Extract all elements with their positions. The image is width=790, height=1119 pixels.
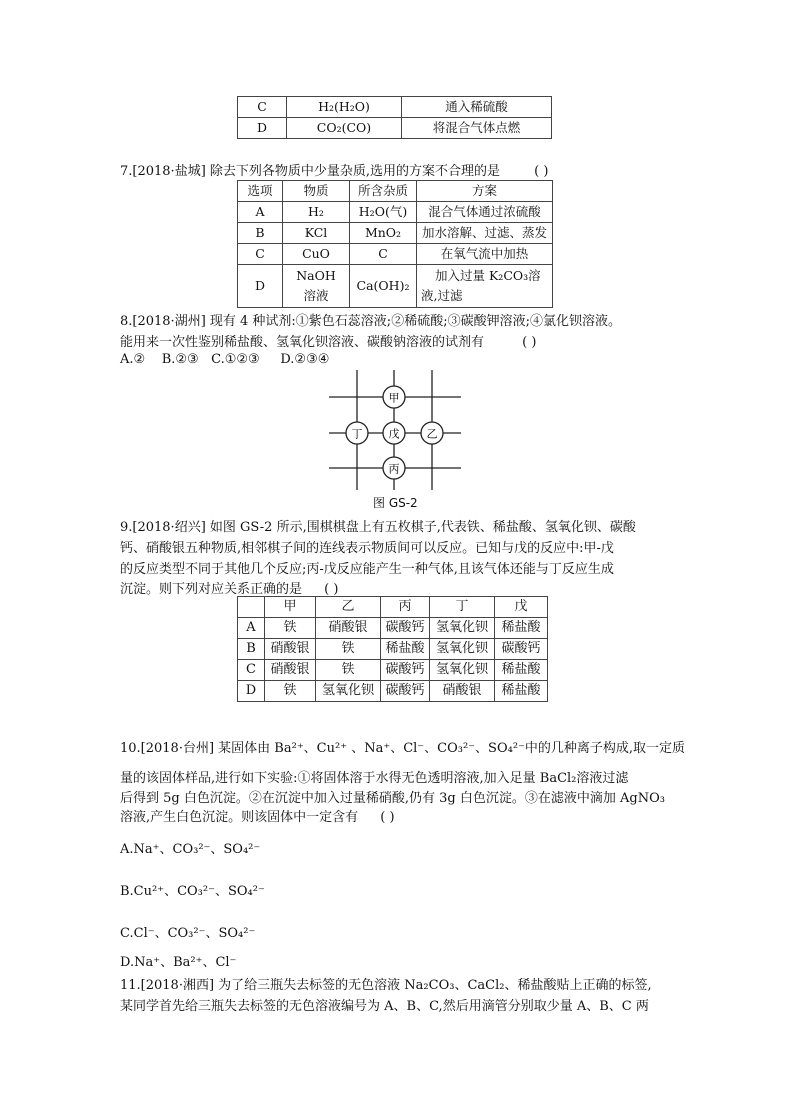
q7-stem (120, 160, 548, 179)
table-cell: 铁 (316, 639, 381, 660)
table-header: 甲 (265, 597, 316, 618)
table-header: 物质 (283, 181, 350, 202)
q10-line4 (120, 806, 395, 825)
q10-line3: 后得到 5g 白色沉淀。②在沉淀中加入过量稀硝酸,仍有 3g 白色沉淀。③在滤液中滴加 AgNO₃ (120, 791, 665, 806)
q9-line3: 的反应类型不同于其他几个反应;丙-戊反应能产生一种气体,且该气体还能与丁反应生成 (120, 562, 614, 577)
q10-option-d: D.Na⁺、Ba²⁺、Cl⁻ (120, 955, 237, 970)
table-cell (283, 265, 350, 308)
table-cell: 稀盐酸 (495, 681, 548, 702)
table-row (238, 97, 552, 118)
table-top (237, 96, 552, 139)
table-row (238, 618, 548, 639)
q8-line1: 8.[2018·湖州] 现有 4 种试剂:①紫色石蕊溶液;②稀硫酸;③碳酸钾溶液;④氯化钡溶液。 (120, 314, 621, 329)
q10-answer-paren: ( ) (380, 810, 395, 825)
table-cell: 铁 (316, 660, 381, 681)
table-row (238, 244, 553, 265)
table-cell: D (238, 681, 265, 702)
table-header: 乙 (316, 597, 381, 618)
table-cell: C (350, 244, 417, 265)
q10-option-c: C.Cl⁻、CO₃²⁻、SO₄²⁻ (120, 926, 256, 941)
cell-line: 液,过滤 (421, 288, 463, 303)
table-row (238, 660, 548, 681)
q10-stem-text: 溶液,产生白色沉淀。则该固体中一定含有 (120, 810, 359, 825)
table-cell: C (238, 660, 265, 681)
table-cell: 混合气体通过浓硫酸 (417, 202, 553, 223)
table-cell: D (238, 265, 283, 308)
q8-line2 (120, 331, 536, 350)
table-cell: 通入稀硫酸 (402, 97, 552, 118)
table-cell: A (238, 202, 283, 223)
table-cell: D (238, 118, 287, 139)
table-cell: 氢氧化钡 (430, 660, 495, 681)
table-cell: 氢氧化钡 (430, 618, 495, 639)
q11-line1: 11.[2018·湘西] 为了给三瓶失去标签的无色溶液 Na₂CO₃、CaCl₂、稀盐酸贴上正确的标签, (120, 978, 652, 993)
cell-line: 溶液 (303, 288, 329, 303)
table-row (238, 639, 548, 660)
q7-table (237, 180, 553, 308)
q9-line2: 钙、硝酸银五种物质,相邻棋子间的连线表示物质间可以反应。已知与戊的反应中:甲-戊 (120, 541, 614, 556)
piece-label: 乙 (426, 427, 438, 441)
q9-line4 (120, 578, 338, 597)
table-cell: B (238, 639, 265, 660)
q10-option-a: A.Na⁺、CO₃²⁻、SO₄²⁻ (120, 842, 261, 857)
table-cell: 硝酸银 (265, 639, 316, 660)
table-cell: C (238, 97, 287, 118)
table-cell: MnO₂ (350, 223, 417, 244)
piece-ding (346, 422, 368, 444)
q7-answer-paren: ( ) (534, 164, 549, 179)
piece-bing (383, 457, 405, 479)
q9-stem-text: 沉淀。则下列对应关系正确的是 (120, 582, 303, 597)
table-cell: 将混合气体点燃 (402, 118, 552, 139)
q7-stem-text: 7.[2018·盐城] 除去下列各物质中少量杂质,选用的方案不合理的是 (120, 164, 501, 179)
table-cell: 氢氧化钡 (430, 639, 495, 660)
table-cell: 稀盐酸 (381, 639, 430, 660)
table-row (238, 202, 553, 223)
table-cell: H₂(H₂O) (287, 97, 402, 118)
piece-label: 丁 (351, 427, 363, 441)
table-cell: C (238, 244, 283, 265)
table-cell: 氢氧化钡 (316, 681, 381, 702)
table-header: 方案 (417, 181, 553, 202)
cell-line: NaOH (296, 268, 336, 283)
table-header: 所含杂质 (350, 181, 417, 202)
table-cell: 铁 (265, 618, 316, 639)
table-cell: CO₂(CO) (287, 118, 402, 139)
q11-line2: 某同学首先给三瓶失去标签的无色溶液编号为 A、B、C,然后用滴管分别取少量 A、B、C 两 (120, 999, 649, 1014)
table-header: 丙 (381, 597, 430, 618)
table-cell: A (238, 618, 265, 639)
piece-label: 甲 (388, 391, 400, 405)
q10-option-b: B.Cu²⁺、CO₃²⁻、SO₄²⁻ (120, 884, 265, 899)
q8-options: A.② B.②③ C.①②③ D.②③④ (120, 352, 330, 367)
piece-wu (383, 422, 405, 444)
table-cell: 硝酸银 (316, 618, 381, 639)
table-cell: H₂ (283, 202, 350, 223)
figure-caption: 图 GS-2 (373, 496, 418, 510)
table-cell: 加水溶解、过滤、蒸发 (417, 223, 553, 244)
table-row (238, 681, 548, 702)
q8-answer-paren: ( ) (522, 335, 537, 350)
table-cell: Ca(OH)₂ (350, 265, 417, 308)
table-header (238, 597, 265, 618)
table-cell (417, 265, 553, 308)
table-cell: H₂O(气) (350, 202, 417, 223)
q9-table (237, 596, 548, 702)
piece-jia (383, 386, 405, 408)
cell-line: 加入过量 K₂CO₃溶 (435, 268, 541, 283)
table-cell: CuO (283, 244, 350, 265)
go-board-figure (325, 366, 465, 492)
q8-stem-text: 能用来一次性鉴别稀盐酸、氢氧化钡溶液、碳酸钠溶液的试剂有 (120, 335, 485, 350)
table-cell: 碳酸钙 (381, 660, 430, 681)
table-cell: 铁 (265, 681, 316, 702)
table-cell: 稀盐酸 (495, 660, 548, 681)
table-row (238, 265, 553, 308)
piece-yi (421, 422, 443, 444)
table-cell: 稀盐酸 (495, 618, 548, 639)
q10-line1: 10.[2018·台州] 某固体由 Ba²⁺、Cu²⁺ 、Na⁺、Cl⁻、CO₃²⁻、SO₄²⁻中的几种离子构成,取一定质 (120, 741, 686, 756)
table-row (238, 597, 548, 618)
table-cell: 碳酸钙 (381, 618, 430, 639)
piece-label: 丙 (388, 462, 400, 476)
table-cell: 硝酸银 (265, 660, 316, 681)
q10-line2: 量的该固体样品,进行如下实验:①将固体溶于水得无色透明溶液,加入足量 BaCl₂溶液过滤 (120, 771, 629, 786)
table-row (238, 181, 553, 202)
table-cell: 在氧气流中加热 (417, 244, 553, 265)
table-cell: 硝酸银 (430, 681, 495, 702)
table-cell: 碳酸钙 (381, 681, 430, 702)
table-header: 丁 (430, 597, 495, 618)
table-header: 选项 (238, 181, 283, 202)
table-header: 戊 (495, 597, 548, 618)
piece-label: 戊 (388, 427, 400, 441)
q9-line1: 9.[2018·绍兴] 如图 GS-2 所示,围棋棋盘上有五枚棋子,代表铁、稀盐酸、氢氧化钡、碳酸 (120, 520, 636, 535)
q9-answer-paren: ( ) (324, 582, 339, 597)
table-cell: 碳酸钙 (495, 639, 548, 660)
table-cell: KCl (283, 223, 350, 244)
table-cell: B (238, 223, 283, 244)
table-row (238, 223, 553, 244)
table-row (238, 118, 552, 139)
